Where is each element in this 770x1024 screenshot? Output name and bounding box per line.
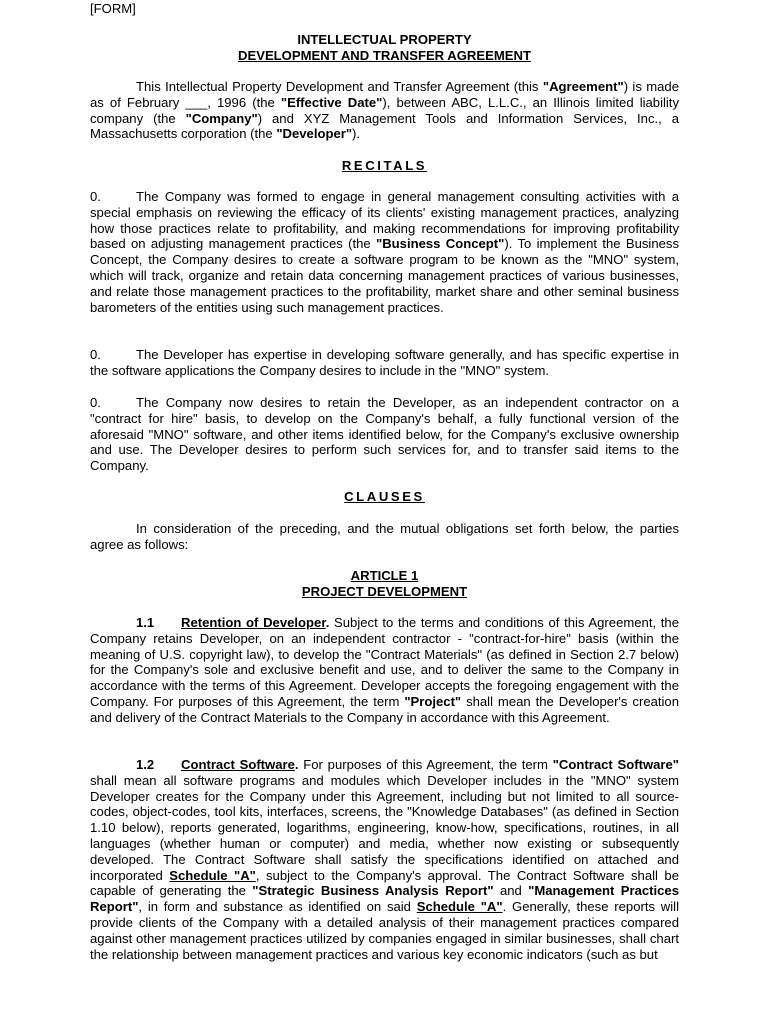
article-title: PROJECT DEVELOPMENT bbox=[301, 583, 468, 599]
section-1-2-number: 1.2 bbox=[136, 757, 155, 772]
intro-term-company: "Company" bbox=[185, 110, 258, 126]
title-line-1: INTELLECTUAL PROPERTY bbox=[297, 32, 472, 47]
section-1-2-text-2: shall mean all software programs and modules which Developer includes in the "MNO" system Developer creates for the Company under this Agreement, including but not limited to all source-codes, object-codes, tool kits, interfaces, screens, the "Knowledge Databases" (as defined in Section 1.10 below), reports generated, logarithms, engineering, know-how, specifications, routines, in all languages (whether human or computer) and media, whether now existing or subsequently developed. The Contract Software shall satisfy the specifications identified on attached and incorporated bbox=[90, 772, 679, 883]
article-number: ARTICLE 1 bbox=[350, 568, 419, 583]
recital-1-term-business-concept: "Business Concept" bbox=[376, 236, 505, 252]
recital-2-number: 0. bbox=[90, 347, 101, 362]
section-1-2-text-1: For purposes of this Agreement, the term bbox=[298, 757, 553, 772]
form-tag: [FORM] bbox=[90, 1, 136, 16]
intro-text-4: ) and XYZ Management Tools and Information Services, Inc., a Massachusetts corporation (the bbox=[90, 110, 680, 142]
clauses-heading: CLAUSES bbox=[344, 489, 425, 504]
recital-3 bbox=[90, 395, 679, 474]
section-1-2-term-strategic-report: "Strategic Business Analysis Report" bbox=[252, 883, 494, 899]
recital-1 bbox=[90, 189, 679, 315]
section-1-2-schedule-a-ref-1: Schedule "A" bbox=[169, 867, 256, 883]
article-1-heading bbox=[90, 568, 679, 600]
intro-text-5: ). bbox=[352, 126, 361, 142]
section-1-2-text-3: , subject to the Company's approval. The Contract Software shall be capable of generating the bbox=[90, 867, 679, 899]
intro-term-effective-date: "Effective Date" bbox=[280, 94, 383, 110]
section-1-1-title-period: . bbox=[325, 615, 330, 630]
section-1-2 bbox=[90, 757, 679, 962]
section-1-1 bbox=[90, 615, 679, 726]
intro-text-1: This Intellectual Property Development and Transfer Agreement (this bbox=[136, 79, 543, 94]
section-1-1-term-project: "Project" bbox=[404, 693, 462, 709]
recitals-heading: RECITALS bbox=[341, 158, 428, 173]
section-1-1-text-1: Subject to the terms and conditions of this Agreement, the Company retains Developer, on an independent contractor - "contract-for-hire" basis (within the meaning of U.S. copyright law), to develop the "Contract Materials" (as defined in Section 2.7 below) for the Company's sole and exclusive benefit and use, and to deliver the same to the Company in accordance with the terms of this Agreement. Developer accepts the foregoing engagement with the Company. For purposes of this Agreement, the term bbox=[90, 615, 679, 709]
section-1-2-text-4: and bbox=[493, 883, 529, 899]
recital-2 bbox=[90, 347, 679, 379]
section-1-2-text-5: , in form and substance as identified on said bbox=[138, 899, 417, 915]
recital-1-number: 0. bbox=[90, 189, 101, 204]
section-1-2-term-management-report: "Management Practices Report" bbox=[90, 883, 679, 915]
recital-2-text: The Developer has expertise in developing software generally, and has specific expertise in the software applications the Company desires to include in the "MNO" system. bbox=[90, 347, 679, 378]
recital-1-text-1: The Company was formed to engage in general management consulting activities with a special emphasis on reviewing the efficacy of its clients' existing management practices, analyzing how those practices relate to profitability, and making recommendations for improving profitability based on adjusting management practices (the bbox=[90, 189, 679, 252]
section-1-2-schedule-a-ref-2: Schedule "A" bbox=[416, 899, 503, 915]
document-title bbox=[90, 32, 679, 64]
recital-1-text-2: ). To implement the Business Concept, the Company desires to create a software program to be known as the "MNO" system, which will track, organize and retain data concerning management practices of various businesses, and relate those management practices to the profitability, market share and other seminal business barometers of the entities using such management practices. bbox=[90, 236, 679, 315]
section-1-2-title: Contract Software bbox=[181, 757, 295, 772]
recital-3-text: The Company now desires to retain the Developer, as an independent contractor on a "contract for hire" basis, to develop on the Company's behalf, a fully functional version of the aforesaid "MNO" software, and other items identified below, for the Company's exclusive ownership and use. The Developer desires to perform such services for, and to transfer said items to the Company. bbox=[90, 395, 679, 474]
title-line-2: DEVELOPMENT AND TRANSFER AGREEMENT bbox=[238, 47, 531, 63]
section-1-1-title: Retention of Developer bbox=[181, 615, 326, 630]
section-1-2-term-contract-software: "Contract Software" bbox=[552, 757, 679, 772]
intro-term-agreement: "Agreement" bbox=[542, 79, 624, 94]
section-1-2-text-6: . Generally, these reports will provide clients of the Company with a detailed analysis of their management practices compared against other management practices utilized by companies engaged in similar businesses, shall chart the relationship between management practices and various key economic indicators (such as but bbox=[90, 899, 679, 962]
intro-term-developer: "Developer" bbox=[276, 126, 353, 142]
intro-text-2: ) is made as of February ___, 1996 (the bbox=[90, 79, 679, 110]
intro-text-3: ), between ABC, L.L.C., an Illinois limited liability company (the bbox=[90, 94, 679, 126]
clauses-intro: In consideration of the preceding, and the mutual obligations set forth below, the parties agree as follows: bbox=[90, 521, 679, 552]
section-1-2-title-period: . bbox=[294, 757, 299, 772]
section-1-1-text-2: shall mean the Developer's creation and delivery of the Contract Materials to the Company in accordance with this Agreement. bbox=[90, 693, 679, 725]
recital-3-number: 0. bbox=[90, 395, 101, 410]
intro-paragraph bbox=[90, 79, 679, 142]
section-1-1-number: 1.1 bbox=[136, 615, 155, 630]
